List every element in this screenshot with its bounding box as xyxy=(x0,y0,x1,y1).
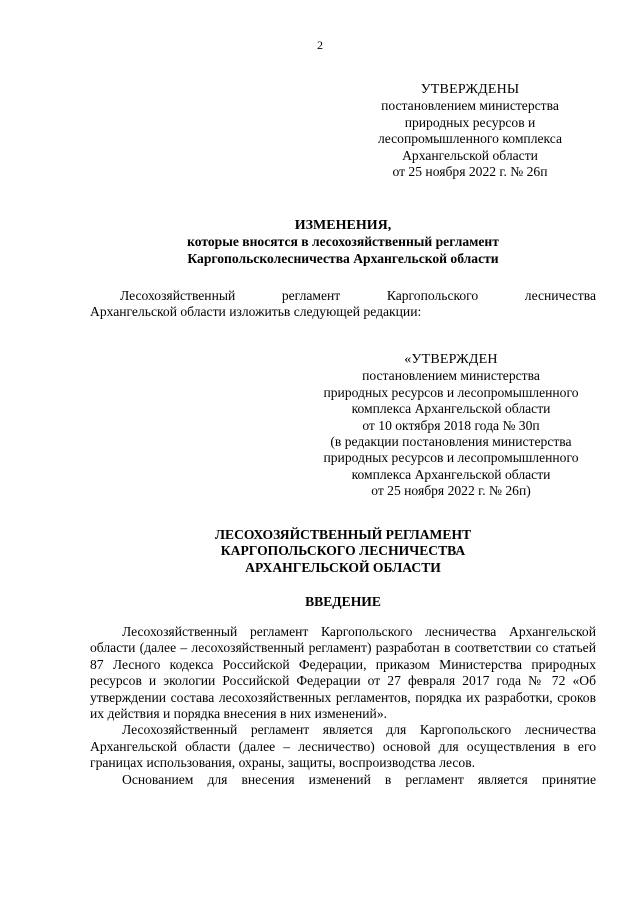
introduction-paragraph: Лесохозяйственный регламент является для Каргопольского лесничества Архангельской области (далее – лесничество) основой для осуществления в его границах использования, охраны, защиты, воспроизводства лесов. xyxy=(90,722,596,771)
changes-title: ИЗМЕНЕНИЯ, xyxy=(294,218,392,233)
regulation-title-line: КАРГОПОЛЬСКОГО ЛЕСНИЧЕСТВА xyxy=(220,543,466,559)
approval-line: от 10 октября 2018 года № 30п xyxy=(362,417,540,433)
paragraph-text: Основанием для внесения изменений в регламент является принятие xyxy=(122,771,596,787)
intro-line: Архангельской области изложитьв следующей редакции: xyxy=(90,304,422,320)
approval-line: лесопромышленного комплекса xyxy=(377,131,563,147)
approval-line: природных ресурсов и лесопромышленного xyxy=(323,384,579,400)
approval-line: постановлением министерства xyxy=(362,368,540,384)
section-heading: ВВЕДЕНИЕ xyxy=(305,594,381,609)
changes-subtitle-line: Каргопольсколесничества Архангельской области xyxy=(187,250,499,266)
approval-block-2 xyxy=(300,352,602,500)
intro-line: Лесохозяйственный регламент Каргопольского лесничества xyxy=(120,288,596,303)
intro-paragraph xyxy=(90,288,596,321)
approval-line: от 25 ноября 2022 г. № 26п xyxy=(392,164,548,180)
approval-title: УТВЕРЖДЕНЫ xyxy=(420,82,520,97)
approval-line: комплекса Архангельской области xyxy=(351,466,551,482)
regulation-title xyxy=(90,527,596,576)
approval-line: постановлением министерства xyxy=(381,98,559,114)
introduction-body xyxy=(90,624,596,788)
page-number: 2 xyxy=(317,38,323,52)
changes-heading xyxy=(90,218,596,267)
approval-title: «УТВЕРЖДЕН xyxy=(404,352,498,367)
approval-block-1 xyxy=(350,82,590,180)
approval-line: природных ресурсов и xyxy=(404,114,536,130)
introduction-paragraph: Лесохозяйственный регламент Каргопольского лесничества Архангельской области (далее – лесохозяйственный регламент) разработан в соответствии со статьей 87 Лесного кодекса Российской Федерации, приказом Министерства природных ресурсов и экологии Российской Федерации от 27 февраля 2017 года № 72 «Об утверждении состава лесохозяйственных регламентов, порядка их разработки, сроков их действия и порядка внесения в них изменений». xyxy=(90,624,596,722)
regulation-title-line: ЛЕСОХОЗЯЙСТВЕННЫЙ РЕГЛАМЕНТ xyxy=(214,527,472,542)
approval-line: от 25 ноября 2022 г. № 26п) xyxy=(371,483,531,499)
approval-line: (в редакции постановления министерства xyxy=(330,434,572,450)
approval-line: комплекса Архангельской области xyxy=(351,401,551,417)
introduction-paragraph xyxy=(90,772,596,788)
regulation-title-line: АРХАНГЕЛЬСКОЙ ОБЛАСТИ xyxy=(245,559,441,575)
approval-line: природных ресурсов и лесопромышленного xyxy=(323,450,579,466)
approval-line: Архангельской области xyxy=(402,147,538,163)
changes-subtitle-line: которые вносятся в лесохозяйственный регламент xyxy=(187,234,499,250)
